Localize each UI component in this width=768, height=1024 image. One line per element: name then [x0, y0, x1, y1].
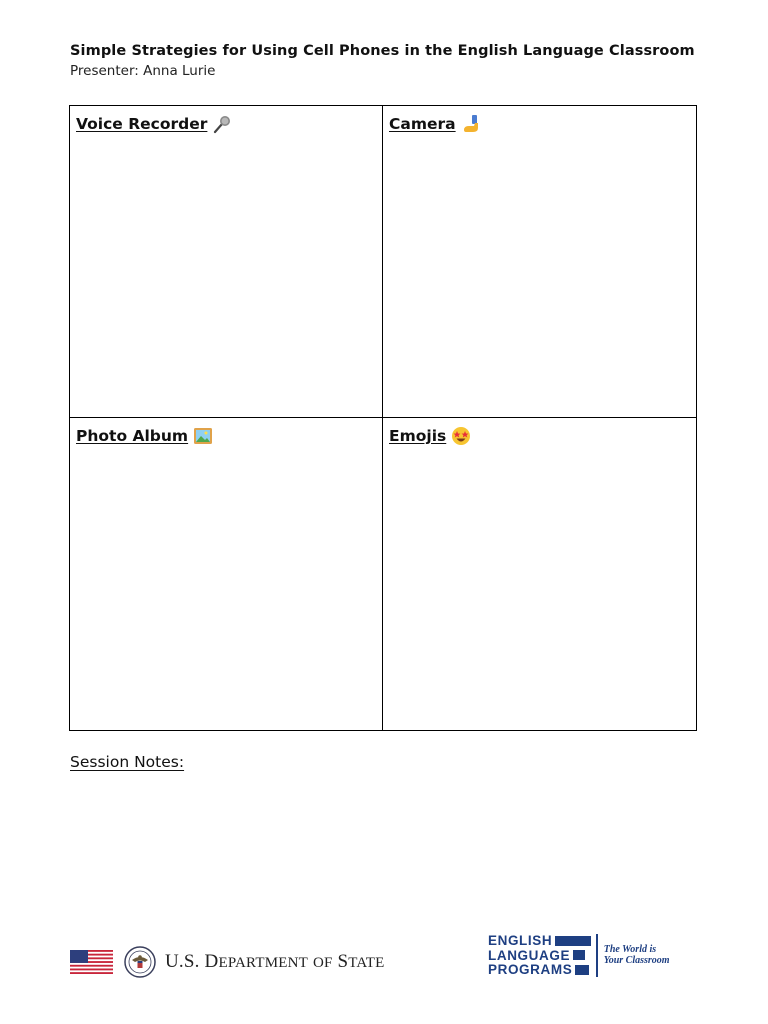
- session-notes-label: Session Notes:: [70, 753, 185, 771]
- elp-bar: [555, 936, 591, 946]
- star-struck-emoji-icon: [451, 426, 471, 446]
- grid-cell-voice-recorder: [70, 106, 383, 418]
- elp-line-3: PROGRAMS: [488, 962, 573, 977]
- cell-label: Emojis: [389, 427, 447, 445]
- document-title: Simple Strategies for Using Cell Phones in the English Language Classroom: [70, 43, 695, 59]
- cell-label: Camera: [389, 115, 456, 133]
- cell-label: Photo Album: [76, 427, 189, 445]
- grid-cell-emojis: [383, 418, 696, 730]
- elp-bar: [573, 950, 585, 960]
- us-flag-icon: [70, 950, 113, 974]
- state-department-logo: [70, 946, 385, 978]
- elp-line-1: ENGLISH: [488, 933, 553, 948]
- elp-tagline: The World is Your Classroom: [603, 944, 670, 967]
- grid-cell-photo-album: [70, 418, 383, 730]
- elp-line-2: LANGUAGE: [488, 947, 571, 963]
- elp-divider: [596, 934, 598, 977]
- department-seal-icon: [124, 946, 156, 978]
- strategy-grid: [69, 105, 697, 731]
- selfie-icon: [461, 114, 481, 134]
- elp-bar: [575, 965, 589, 975]
- state-department-name: U.S. DEPARTMENT OF STATE: [165, 951, 385, 972]
- grid-cell-camera: [383, 106, 696, 418]
- presenter-line: Presenter: Anna Lurie: [70, 63, 216, 79]
- framed-picture-icon: [193, 426, 213, 446]
- microphone-icon: [212, 114, 232, 134]
- english-language-programs-logo: [488, 934, 670, 977]
- cell-label: Voice Recorder: [76, 115, 208, 133]
